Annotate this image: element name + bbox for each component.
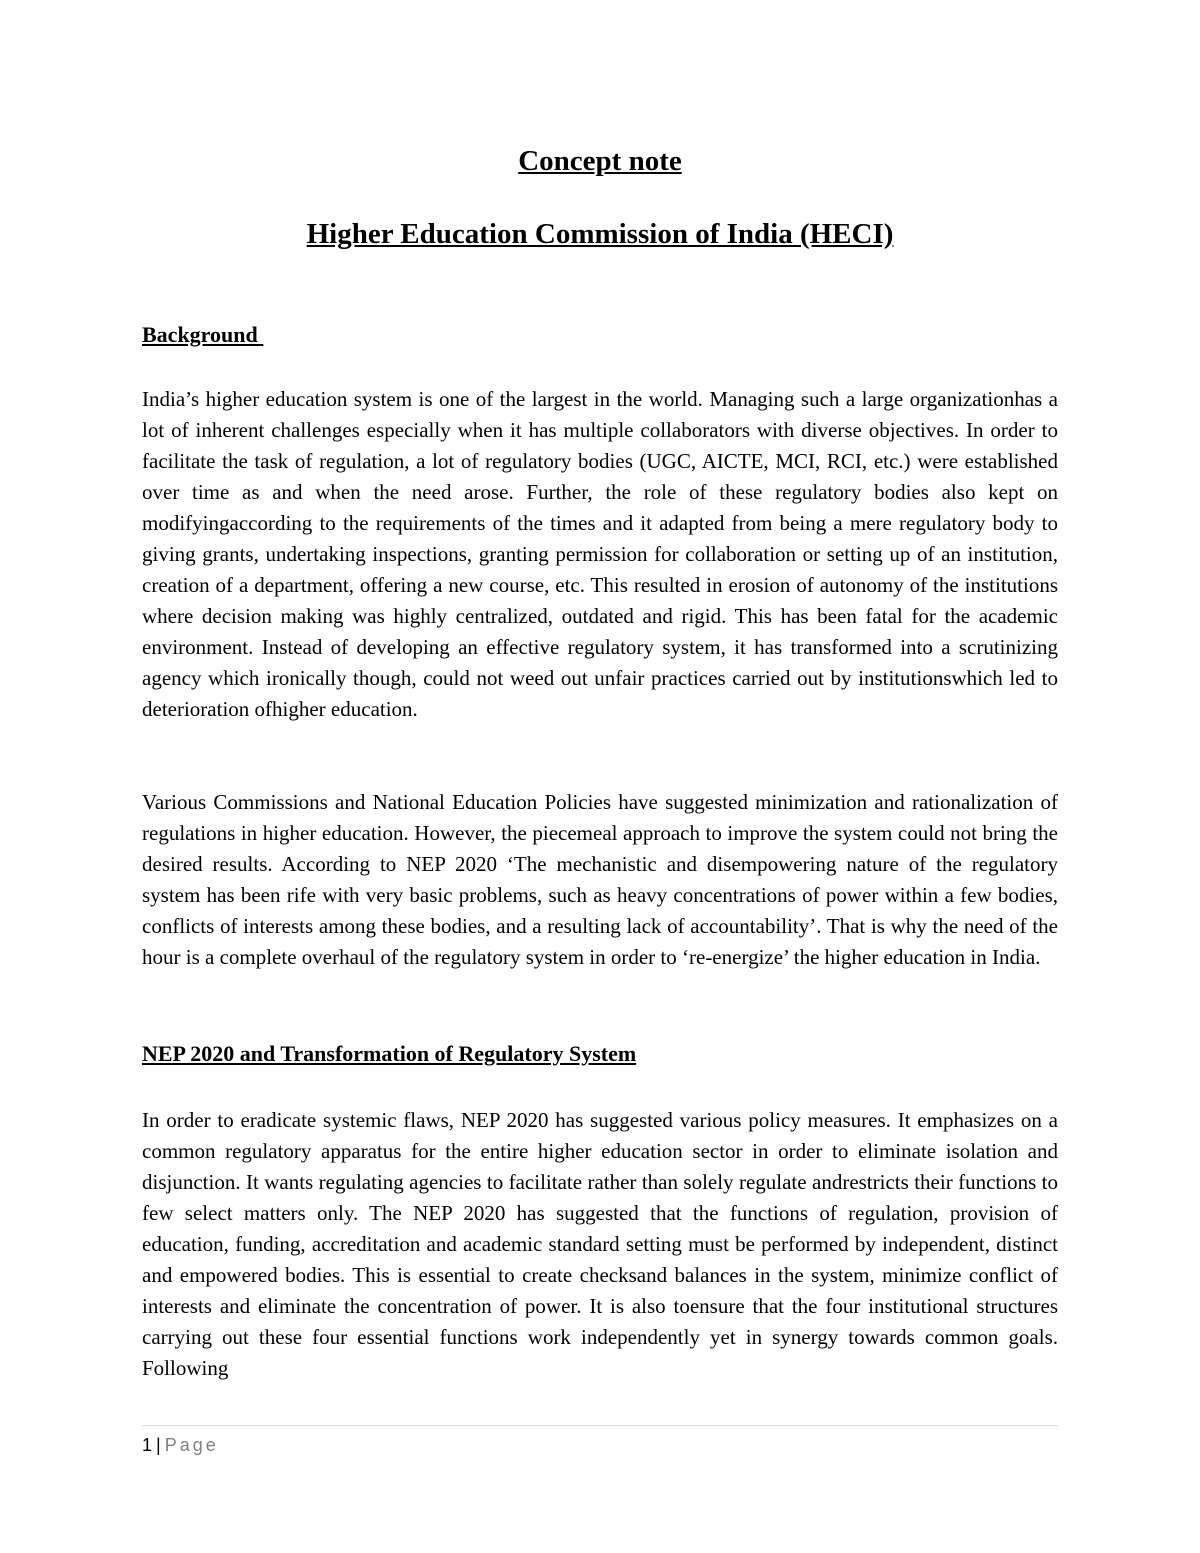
document-title: Concept note: [518, 145, 682, 177]
footer-divider: [142, 1425, 1058, 1426]
background-paragraph-2: Various Commissions and National Education Policies have suggested minimization and rationalization of regulations in higher education. However, the piecemeal approach to improve the system could not bring the desired results. According to NEP 2020 ‘The mechanistic and disempowering nature of the regulatory system has been rife with very basic problems, such as heavy concentrations of power within a few bodies, conflicts of interests among these bodies, and a resulting lack of accountability’. That is why the need of the hour is a complete overhaul of the regulatory system in order to ‘re-energize’ the higher education in India.: [142, 790, 1058, 969]
page-footer: [142, 1433, 219, 1457]
page-number: 1: [142, 1435, 153, 1455]
document-subtitle: Higher Education Commission of India (HECI): [306, 218, 894, 250]
section-heading-background: Background: [142, 322, 264, 347]
background-paragraph-1: India’s higher education system is one of the largest in the world. Managing such a large organizationhas a lot of inherent challenges especially when it has multiple collaborators with diverse objectives. In order to facilitate the task of regulation, a lot of regulatory bodies (UGC, AICTE, MCI, RCI, etc.) were established over time as and when the need arose. Further, the role of these regulatory bodies also kept on modifyingaccording to the requirements of the times and it adapted from being a mere regulatory body to giving grants, undertaking inspections, granting permission for collaboration or setting up of an institution, creation of a department, offering a new course, etc. This resulted in erosion of autonomy of the institutions where decision making was highly centralized, outdated and rigid. This has been fatal for the academic environment. Instead of developing an effective regulatory system, it has transformed into a scrutinizing agency which ironically though, could not weed out unfair practices carried out by institutionswhich led to deterioration ofhigher education.: [142, 387, 1058, 721]
nep-paragraph-1: In order to eradicate systemic flaws, NEP 2020 has suggested various policy measures. It emphasizes on a common regulatory apparatus for the entire higher education sector in order to eliminate isolation and disjunction. It wants regulating agencies to facilitate rather than solely regulate andrestricts their functions to few select matters only. The NEP 2020 has suggested that the functions of regulation, provision of education, funding, accreditation and academic standard setting must be performed by independent, distinct and empowered bodies. This is essential to create checksand balances in the system, minimize conflict of interests and eliminate the concentration of power. It is also toensure that the four institutional structures carrying out these four essential functions work independently yet in synergy towards common goals. Following: [142, 1108, 1058, 1380]
section-heading-nep-2020: NEP 2020 and Transformation of Regulatory System: [142, 1041, 637, 1066]
footer-separator: |: [156, 1435, 161, 1455]
page-label: Page: [164, 1435, 219, 1455]
